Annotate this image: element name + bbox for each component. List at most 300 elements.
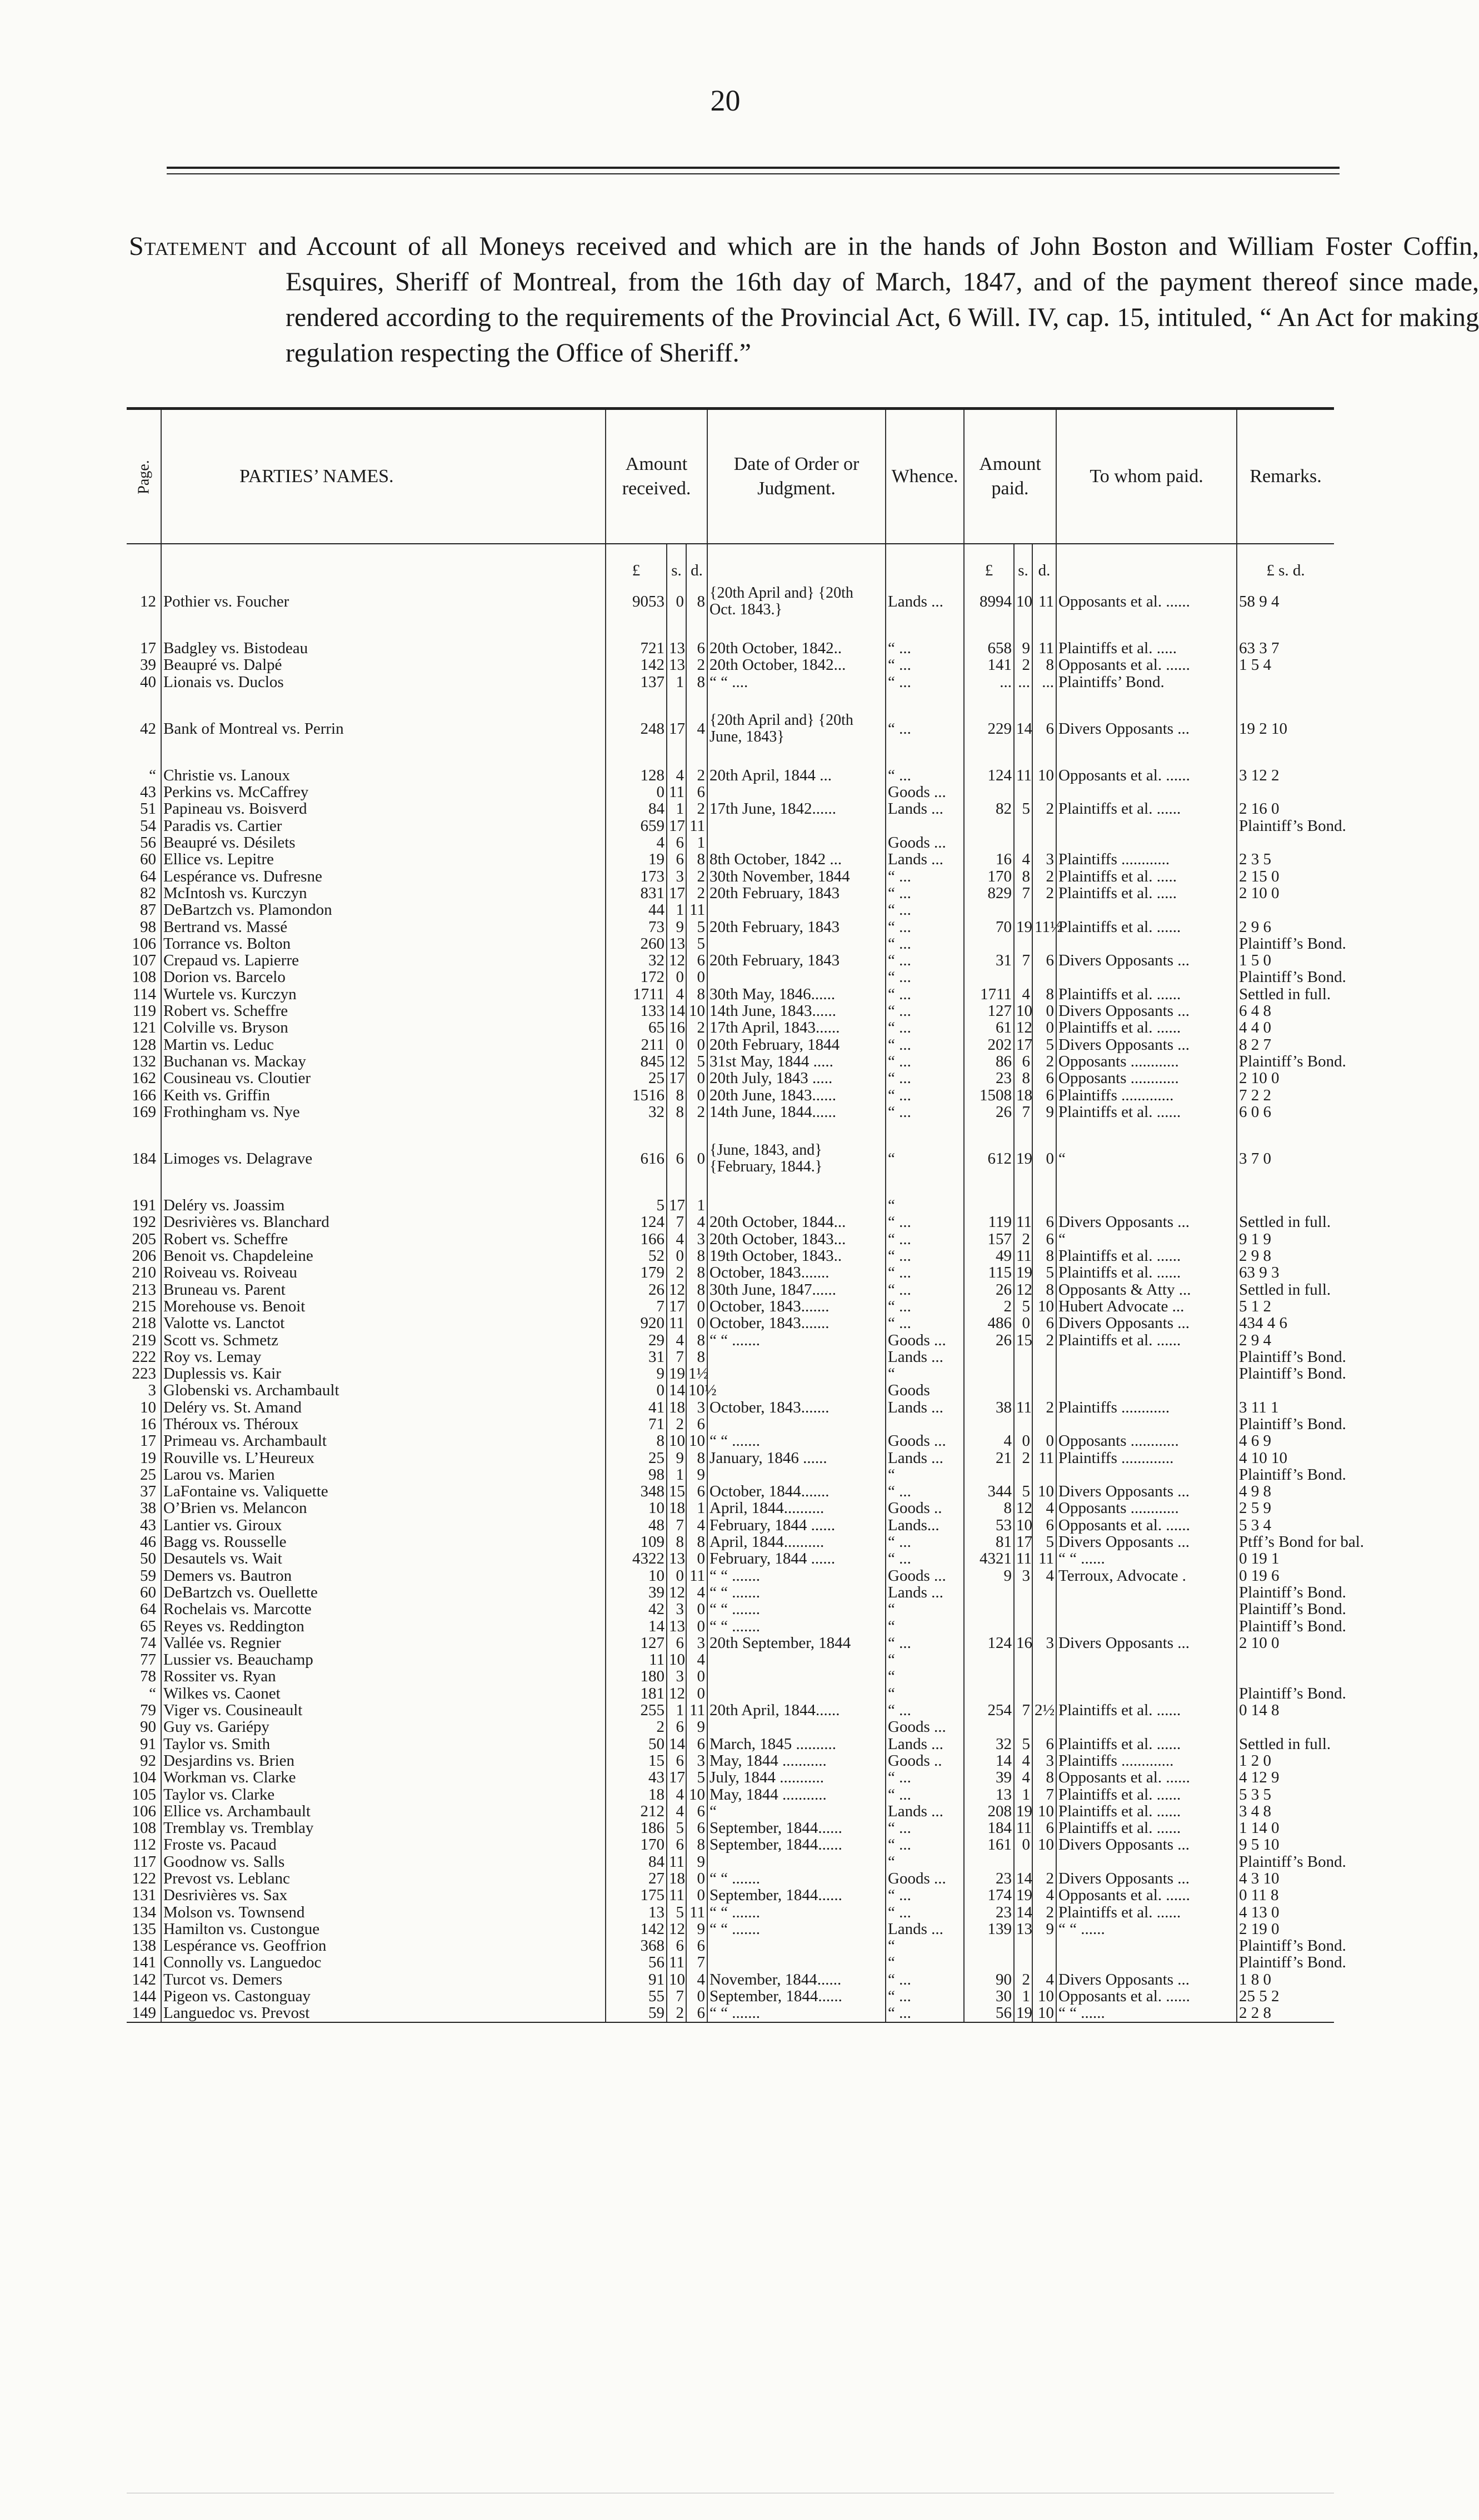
paid-to-cell: Opposants et al. ...... [1056, 1517, 1237, 1534]
received-pounds-cell: 91 [606, 1971, 667, 1988]
received-shillings-cell: 0 [667, 1036, 686, 1053]
table-row [127, 1298, 1334, 1315]
paid-pounds-cell [964, 1416, 1014, 1432]
party-names-cell: LaFontaine vs. Valiquette [161, 1483, 606, 1500]
paid-pounds-cell [964, 1466, 1014, 1483]
paid-pounds-cell [964, 1719, 1014, 1735]
paid-pounds-cell: 90 [964, 1971, 1014, 1988]
table-row [127, 868, 1334, 885]
remarks-cell: 9 1 9 [1237, 1231, 1334, 1248]
paid-shillings-cell: 12 [1014, 1500, 1032, 1516]
whence-cell: “ ... [886, 1070, 964, 1086]
table-row [127, 1466, 1334, 1483]
paid-pence-cell: 0 [1032, 1019, 1056, 1036]
received-shillings-cell: 12 [667, 1685, 686, 1702]
table-row [127, 1332, 1334, 1349]
received-pence-cell: 4 [686, 1584, 707, 1601]
received-pence-cell: 10½ [686, 1382, 707, 1399]
order-date-cell: 30th November, 1844 [707, 868, 886, 885]
received-pence-cell: 5 [686, 1769, 707, 1786]
page-cell: 19 [140, 1449, 156, 1467]
remarks-cell: 4 12 9 [1237, 1769, 1334, 1786]
paid-to-cell [1056, 969, 1237, 985]
page-cell: 149 [127, 2005, 161, 2022]
page-cell: 74 [140, 1634, 156, 1652]
page-cell: 138 [132, 1937, 156, 1955]
remarks-cell [1237, 1651, 1334, 1668]
paid-to-cell: Plaintiffs et al. ...... [1056, 1820, 1237, 1836]
remarks-cell: 5 1 2 [1237, 1298, 1334, 1315]
remarks-cell: 2 5 9 [1237, 1500, 1334, 1516]
party-names-cell: Rouville vs. L’Heureux [161, 1450, 606, 1466]
paid-to-cell: Plaintiffs et al. ...... [1056, 1264, 1237, 1281]
whence-cell: “ ... [886, 1904, 964, 1921]
received-pence-cell: 6 [686, 624, 707, 657]
received-pounds-cell: 721 [606, 624, 667, 657]
order-date-cell: 14th June, 1843...... [707, 1003, 886, 1019]
paid-shillings-cell: 0 [1014, 1836, 1032, 1853]
page-cell: 40 [140, 673, 156, 691]
party-names-cell: Bank of Montreal vs. Perrin [161, 690, 606, 752]
paid-pence-cell [1032, 1601, 1056, 1617]
paid-pounds-cell: 344 [964, 1483, 1014, 1500]
paid-pounds-cell: 38 [964, 1399, 1014, 1416]
header-page: Page. [127, 409, 161, 544]
received-pence-cell: 0 [686, 1668, 707, 1685]
paid-to-cell [1056, 1181, 1237, 1214]
received-pence-cell: 0 [686, 1685, 707, 1702]
received-pounds-cell: 109 [606, 1534, 667, 1550]
page-cell: 108 [132, 968, 156, 986]
paid-pence-cell: 2 [1032, 800, 1056, 817]
remarks-cell: Plaintiff’s Bond. [1237, 1853, 1334, 1870]
table-row [127, 1315, 1334, 1331]
paid-to-cell: Opposants et al. ...... [1056, 657, 1237, 673]
table-row [127, 1651, 1334, 1668]
paid-to-cell: Plaintiffs ............ [1056, 851, 1237, 868]
page-cell: 222 [132, 1347, 156, 1366]
paid-pence-cell: 9 [1032, 1921, 1056, 1937]
party-names-cell: Languedoc vs. Prevost [161, 2005, 606, 2022]
paid-pence-cell: 11½ [1032, 919, 1056, 935]
received-shillings-cell: 12 [667, 1584, 686, 1601]
received-pence-cell: 0 [686, 969, 707, 985]
paid-shillings-cell: 0 [1014, 1432, 1032, 1449]
received-shillings-cell: 10 [667, 1651, 686, 1668]
paid-to-cell [1056, 1618, 1237, 1635]
received-pounds-cell: 98 [606, 1466, 667, 1483]
remarks-cell [1237, 1668, 1334, 1685]
whence-cell: “ ... [886, 1087, 964, 1104]
table-row [127, 1181, 1334, 1214]
remarks-cell: Ptff’s Bond for bal. [1237, 1534, 1334, 1550]
paid-shillings-cell [1014, 1618, 1032, 1635]
whence-cell: Goods ... [886, 1719, 964, 1735]
received-pence-cell: 2 [686, 657, 707, 673]
page-cell: 107 [132, 951, 156, 970]
whence-cell: “ [886, 1853, 964, 1870]
received-pence-cell: 6 [686, 952, 707, 969]
paid-shillings-cell: 5 [1014, 1736, 1032, 1752]
party-names-cell: Larou vs. Marien [161, 1466, 606, 1483]
received-shillings-cell: 14 [667, 1003, 686, 1019]
received-pence-cell: 0 [686, 1070, 707, 1086]
paid-to-cell: Hubert Advocate ... [1056, 1298, 1237, 1315]
whence-cell: “ ... [886, 868, 964, 885]
currency-pence: d. [686, 544, 707, 579]
paid-pounds-cell [964, 901, 1014, 918]
received-shillings-cell: 14 [667, 1382, 686, 1399]
remarks-cell: 1 14 0 [1237, 1820, 1334, 1836]
paid-pounds-cell [964, 784, 1014, 800]
table-row [127, 1752, 1334, 1769]
paid-pence-cell: 0 [1032, 1003, 1056, 1019]
received-pounds-cell: 9 [606, 1365, 667, 1382]
received-pence-cell: 0 [686, 1120, 707, 1181]
received-shillings-cell: 8 [667, 1087, 686, 1104]
received-shillings-cell: 6 [667, 1937, 686, 1954]
remarks-cell: 3 12 2 [1237, 752, 1334, 784]
received-pounds-cell: 186 [606, 1820, 667, 1836]
whence-cell: Goods ... [886, 1567, 964, 1584]
table-row [127, 579, 1334, 624]
paid-shillings-cell [1014, 1466, 1032, 1483]
received-pounds-cell: 172 [606, 969, 667, 985]
received-pounds-cell: 348 [606, 1483, 667, 1500]
accounts-table [127, 407, 1365, 2023]
table-row [127, 1450, 1334, 1466]
remarks-cell [1237, 901, 1334, 918]
received-pounds-cell: 142 [606, 1921, 667, 1937]
paid-shillings-cell: 14 [1014, 1870, 1032, 1887]
table-row [127, 1349, 1334, 1365]
party-names-cell: Lespérance vs. Geoffrion [161, 1937, 606, 1954]
paid-pence-cell: 2 [1032, 1053, 1056, 1070]
page-cell: 162 [132, 1069, 156, 1088]
top-rule [167, 167, 1340, 169]
paid-shillings-cell: 1 [1014, 1988, 1032, 2005]
paid-pence-cell: ... [1032, 674, 1056, 690]
paid-pence-cell [1032, 834, 1056, 851]
party-names-cell: Taylor vs. Smith [161, 1736, 606, 1752]
whence-cell: “ ... [886, 1887, 964, 1903]
party-names-cell: Théroux vs. Théroux [161, 1416, 606, 1432]
paid-pence-cell: 6 [1032, 1231, 1056, 1248]
paid-pounds-cell: 8 [964, 1500, 1014, 1516]
table-row [127, 1870, 1334, 1887]
received-pence-cell: 5 [686, 919, 707, 935]
paid-pence-cell [1032, 1937, 1056, 1954]
remarks-cell: 1 8 0 [1237, 1971, 1334, 1988]
paid-pounds-cell: 23 [964, 1870, 1014, 1887]
paid-to-cell: Opposants ............ [1056, 1500, 1237, 1516]
paid-to-cell [1056, 1937, 1237, 1954]
party-names-cell: Benoit vs. Chapdeleine [161, 1248, 606, 1264]
order-date-cell: 17th April, 1843...... [707, 1019, 886, 1036]
order-date-cell: “ “ ....... [707, 1332, 886, 1349]
paid-pence-cell: 9 [1032, 1104, 1056, 1120]
paid-pounds-cell: 115 [964, 1264, 1014, 1281]
order-date-cell: February, 1844 ...... [707, 1550, 886, 1567]
order-date-cell: 20th June, 1843...... [707, 1087, 886, 1104]
table-row [127, 1264, 1334, 1281]
paid-shillings-cell: 17 [1014, 1036, 1032, 1053]
paid-shillings-cell: 10 [1014, 1003, 1032, 1019]
received-shillings-cell: 4 [667, 1803, 686, 1820]
whence-cell: “ ... [886, 657, 964, 673]
paid-pounds-cell: 170 [964, 868, 1014, 885]
order-date-cell [707, 1181, 886, 1214]
paid-to-cell: Plaintiffs et al. ...... [1056, 1702, 1237, 1719]
paid-pence-cell: 5 [1032, 1534, 1056, 1550]
table-row [127, 1534, 1334, 1550]
paid-shillings-cell: 11 [1014, 1820, 1032, 1836]
order-date-cell: 17th June, 1842...... [707, 800, 886, 817]
paid-to-cell: Opposants & Atty ... [1056, 1281, 1237, 1298]
page-cell: 135 [132, 1920, 156, 1938]
whence-cell: “ ... [886, 1104, 964, 1120]
header-remarks: Remarks. [1237, 409, 1334, 544]
page-cell: 37 [140, 1482, 156, 1501]
order-date-cell: “ “ ....... [707, 1870, 886, 1887]
party-names-cell: Deléry vs. St. Amand [161, 1399, 606, 1416]
received-pence-cell: 8 [686, 1248, 707, 1264]
paid-shillings-cell [1014, 969, 1032, 985]
paid-to-cell: Plaintiffs et al. ...... [1056, 1786, 1237, 1803]
party-names-cell: Taylor vs. Clarke [161, 1786, 606, 1803]
paid-pence-cell [1032, 818, 1056, 834]
paid-shillings-cell [1014, 935, 1032, 952]
table-row [127, 1036, 1334, 1053]
paid-pounds-cell: 139 [964, 1921, 1014, 1937]
order-date-cell [707, 1719, 886, 1735]
paid-to-cell [1056, 1584, 1237, 1601]
remarks-cell: 2 9 4 [1237, 1332, 1334, 1349]
remarks-cell [1237, 1181, 1334, 1214]
table-row [127, 1231, 1334, 1248]
whence-cell: Lands ... [886, 800, 964, 817]
page-cell: 77 [140, 1651, 156, 1669]
received-pence-cell: 10 [686, 1432, 707, 1449]
received-pounds-cell: 211 [606, 1036, 667, 1053]
paid-shillings-cell: 11 [1014, 1550, 1032, 1567]
received-shillings-cell: 13 [667, 657, 686, 673]
currency-remarks: £ s. d. [1237, 544, 1334, 579]
party-names-cell: Goodnow vs. Salls [161, 1853, 606, 1870]
received-shillings-cell: 10 [667, 1432, 686, 1449]
page-cell: “ [149, 1684, 156, 1702]
statement-text: and Account of all Moneys received and which are in the hands of John Boston and William Foster Coffin, Esquires, Sheriff of Montreal, from the 16th day of March, 1847, and of the payment thereof since made, rendered according to the requirements of the Provincial Act, 6 Will. IV, cap. 15, intituled, “ An Act for making regulation respecting the Office of Sheriff.” [247, 232, 1479, 368]
paid-shillings-cell: 1 [1014, 1786, 1032, 1803]
paid-pounds-cell: 127 [964, 1003, 1014, 1019]
remarks-cell: Plaintiff’s Bond. [1237, 1618, 1334, 1635]
paid-shillings-cell [1014, 1719, 1032, 1735]
received-pence-cell: 6 [686, 1416, 707, 1432]
page-cell: 98 [140, 918, 156, 936]
order-date-cell: 20th February, 1843 [707, 919, 886, 935]
paid-pence-cell [1032, 901, 1056, 918]
received-pence-cell: 8 [686, 1332, 707, 1349]
remarks-cell: Plaintiff’s Bond. [1237, 1601, 1334, 1617]
table-row [127, 952, 1334, 969]
received-pounds-cell: 1516 [606, 1087, 667, 1104]
header-to-whom: To whom paid. [1056, 409, 1237, 544]
paid-to-cell: “ “ ...... [1056, 1921, 1237, 1937]
paid-pounds-cell [964, 1618, 1014, 1635]
whence-cell: “ [886, 1685, 964, 1702]
received-pounds-cell: 920 [606, 1315, 667, 1331]
paid-pounds-cell [964, 1181, 1014, 1214]
received-pounds-cell: 25 [606, 1450, 667, 1466]
received-pence-cell: 0 [686, 1988, 707, 2005]
remarks-cell: 4 9 8 [1237, 1483, 1334, 1500]
paid-to-cell: Plaintiffs et al. ..... [1056, 885, 1237, 901]
paid-pence-cell: 0 [1032, 1120, 1056, 1181]
received-pounds-cell: 19 [606, 851, 667, 868]
received-pounds-cell: 179 [606, 1264, 667, 1281]
remarks-cell: 2 9 8 [1237, 1248, 1334, 1264]
paid-shillings-cell: 12 [1014, 1281, 1032, 1298]
paid-shillings-cell: 2 [1014, 1450, 1032, 1466]
paid-pence-cell: 10 [1032, 2005, 1056, 2022]
paid-pence-cell [1032, 1618, 1056, 1635]
whence-cell: Lands ... [886, 1803, 964, 1820]
order-date-cell: “ [707, 1803, 886, 1820]
received-shillings-cell: 11 [667, 784, 686, 800]
paid-shillings-cell: 14 [1014, 1904, 1032, 1921]
whence-cell: “ ... [886, 1769, 964, 1786]
received-pounds-cell: 8 [606, 1432, 667, 1449]
paid-pounds-cell: 82 [964, 800, 1014, 817]
paid-pounds-cell [964, 1584, 1014, 1601]
remarks-cell: 5 3 5 [1237, 1786, 1334, 1803]
paid-pence-cell: 2 [1032, 868, 1056, 885]
party-names-cell: Papineau vs. Boisverd [161, 800, 606, 817]
order-date-cell: September, 1844...... [707, 1820, 886, 1836]
table-row [127, 1887, 1334, 1903]
remarks-cell [1237, 1382, 1334, 1399]
received-shillings-cell: 9 [667, 1450, 686, 1466]
party-names-cell: Cousineau vs. Cloutier [161, 1070, 606, 1086]
whence-cell: “ ... [886, 752, 964, 784]
paid-pounds-cell: 161 [964, 1836, 1014, 1853]
paid-to-cell [1056, 1382, 1237, 1399]
page-cell: 134 [132, 1903, 156, 1921]
table-row [127, 885, 1334, 901]
paid-pence-cell: 4 [1032, 1500, 1056, 1516]
paid-to-cell [1056, 935, 1237, 952]
header-date: Date of Order or Judgment. [707, 409, 886, 544]
received-pence-cell: 9 [686, 1921, 707, 1937]
paid-pounds-cell: 229 [964, 690, 1014, 752]
received-shillings-cell: 19 [667, 1365, 686, 1382]
received-pence-cell: 2 [686, 885, 707, 901]
remarks-cell: 19 2 10 [1237, 690, 1334, 752]
received-pounds-cell: 7 [606, 1298, 667, 1315]
page-cell: 3 [148, 1381, 156, 1400]
party-names-cell: Rossiter vs. Ryan [161, 1668, 606, 1685]
page-cell: 92 [140, 1751, 156, 1770]
received-pounds-cell: 124 [606, 1214, 667, 1230]
received-pence-cell: 4 [686, 1214, 707, 1230]
order-date-cell [707, 784, 886, 800]
paid-to-cell: Plaintiffs et al. ...... [1056, 1736, 1237, 1752]
table-row [127, 1921, 1334, 1937]
received-shillings-cell: 11 [667, 1853, 686, 1870]
paid-pence-cell [1032, 784, 1056, 800]
currency-pounds: £ [606, 544, 667, 579]
paid-shillings-cell: 19 [1014, 1264, 1032, 1281]
table-row [127, 1214, 1334, 1230]
paid-pounds-cell: 21 [964, 1450, 1014, 1466]
paid-shillings-cell: 16 [1014, 1635, 1032, 1651]
received-shillings-cell: 2 [667, 1264, 686, 1281]
received-pence-cell: 1 [686, 1500, 707, 1516]
paid-shillings-cell: 2 [1014, 1231, 1032, 1248]
page-cell: 78 [140, 1667, 156, 1686]
remarks-cell: Plaintiff’s Bond. [1237, 1349, 1334, 1365]
page-cell: 108 [132, 1819, 156, 1837]
received-pence-cell: 11 [686, 1904, 707, 1921]
page-cell: 215 [132, 1297, 156, 1315]
page-cell: 39 [140, 656, 156, 674]
whence-cell: “ [886, 1618, 964, 1635]
currency-shillings: s. [667, 544, 686, 579]
paid-pence-cell: 4 [1032, 1887, 1056, 1903]
paid-shillings-cell [1014, 818, 1032, 834]
page-cell: 218 [132, 1314, 156, 1332]
paid-pence-cell: 8 [1032, 986, 1056, 1003]
whence-cell: Lands ... [886, 579, 964, 624]
paid-to-cell: Opposants et al. ...... [1056, 1988, 1237, 2005]
remarks-cell: Plaintiff’s Bond. [1237, 1053, 1334, 1070]
remarks-cell: Plaintiff’s Bond. [1237, 818, 1334, 834]
paid-pence-cell: 8 [1032, 1248, 1056, 1264]
paid-shillings-cell [1014, 1937, 1032, 1954]
received-pounds-cell: 15 [606, 1752, 667, 1769]
table-row [127, 752, 1334, 784]
paid-pence-cell: 10 [1032, 1836, 1056, 1853]
order-date-cell: September, 1844...... [707, 1836, 886, 1853]
whence-cell: “ [886, 1120, 964, 1181]
paid-pounds-cell: 124 [964, 752, 1014, 784]
top-rule-thin [167, 173, 1340, 174]
remarks-cell: 2 3 5 [1237, 851, 1334, 868]
received-shillings-cell: 1 [667, 674, 686, 690]
order-date-cell: May, 1844 ........... [707, 1752, 886, 1769]
received-pounds-cell: 42 [606, 1601, 667, 1617]
received-pounds-cell: 26 [606, 1281, 667, 1298]
received-pence-cell: 6 [686, 1820, 707, 1836]
paid-pence-cell: 2 [1032, 1399, 1056, 1416]
order-date-cell: “ “ ....... [707, 2005, 886, 2022]
paid-pence-cell: 7 [1032, 1786, 1056, 1803]
table-row [127, 1769, 1334, 1786]
order-date-cell: “ “ ....... [707, 1904, 886, 1921]
whence-cell: “ ... [886, 674, 964, 690]
received-shillings-cell: 13 [667, 624, 686, 657]
remarks-cell: Plaintiff’s Bond. [1237, 1937, 1334, 1954]
received-shillings-cell: 6 [667, 1719, 686, 1735]
received-shillings-cell: 5 [667, 1820, 686, 1836]
party-names-cell: Reyes vs. Reddington [161, 1618, 606, 1635]
paid-pence-cell [1032, 1382, 1056, 1399]
remarks-cell: 1 5 0 [1237, 952, 1334, 969]
received-pence-cell: 6 [686, 784, 707, 800]
party-names-cell: Primeau vs. Archambault [161, 1432, 606, 1449]
received-pounds-cell: 368 [606, 1937, 667, 1954]
whence-cell: “ ... [886, 1315, 964, 1331]
